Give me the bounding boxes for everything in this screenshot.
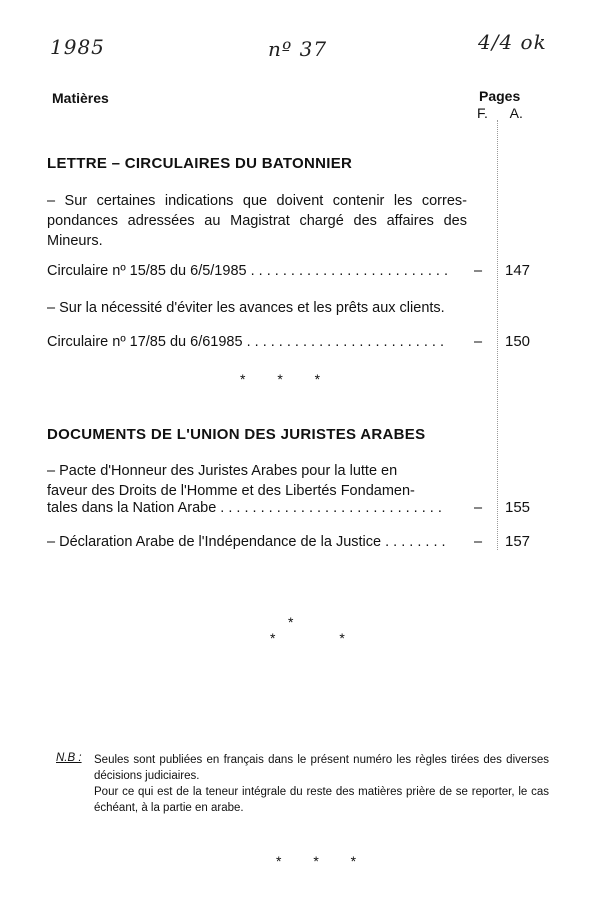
entry-page-150: 150 [505,333,531,350]
section-title-union-juristes-arabes: DOCUMENTS DE L'UNION DES JURISTES ARABES [47,426,426,443]
handwritten-number: nº 37 [268,37,328,61]
entry-page-155: 155 [505,499,531,516]
handwritten-check: 4/4 ok [478,30,547,54]
nb-text [94,752,549,816]
section2-paragraph-line2: faveur des Droits de l'Homme et des Libertés Fondamen- [47,483,415,499]
entry-dash: – [474,263,483,279]
entry-label: Circulaire nº 15/85 du 6/5/1985 . . . [47,263,447,279]
column-header-pages: Pages [479,88,521,104]
entry-dash: – [474,334,483,350]
entry-dash: – [474,500,483,516]
column-f: F. [477,105,488,121]
column-subheaders [477,105,523,121]
section1-paragraph-1: – Sur certaines indications que doivent contenir les corres-pondances adressées au Magistrat chargé des affaires des Mineurs. [47,193,467,249]
asterism-top: * [288,614,308,630]
toc-entry-circulaire-17 [47,334,447,350]
entry-dash: – [474,534,483,550]
nb-line-1: Seules sont publiées en français dans le présent numéro les règles tirées des diverses décisions judiciaires. [94,754,549,782]
column-header-matieres: Matières [52,90,109,106]
toc-entry-pacte-honneur [47,500,447,516]
entry-label: – Déclaration Arabe de l'Indépendance de la Justice . . . [47,534,447,550]
separator-stars: * * * [240,371,335,387]
column-divider [497,120,498,550]
toc-entry-declaration-arabe [47,534,447,550]
entry-label: tales dans la Nation Arabe . . . [47,500,447,516]
separator-stars-bottom: * * * [276,853,371,869]
section-title-lettre-circulaires: LETTRE – CIRCULAIRES DU BATONNIER [47,155,353,172]
nb-label: N.B : [56,752,82,764]
section2-paragraph-line1: – Pacte d'Honneur des Juristes Arabes pour la lutte en [47,463,398,479]
entry-page-157: 157 [505,533,531,550]
toc-entry-circulaire-15 [47,263,447,279]
nb-line-2: Pour ce qui est de la teneur intégrale du reste des matières prière de se reporter, le cas échéant, à la partie en arabe. [94,786,549,814]
entry-label: Circulaire nº 17/85 du 6/61985 . . . [47,334,447,350]
handwritten-year: 1985 [50,35,105,59]
entry-page-147: 147 [505,262,531,279]
column-a: A. [509,105,523,121]
section1-paragraph-2: – Sur la nécessité d'éviter les avances et les prêts aux clients. [47,300,445,316]
asterism-bottom: * * [270,630,375,646]
